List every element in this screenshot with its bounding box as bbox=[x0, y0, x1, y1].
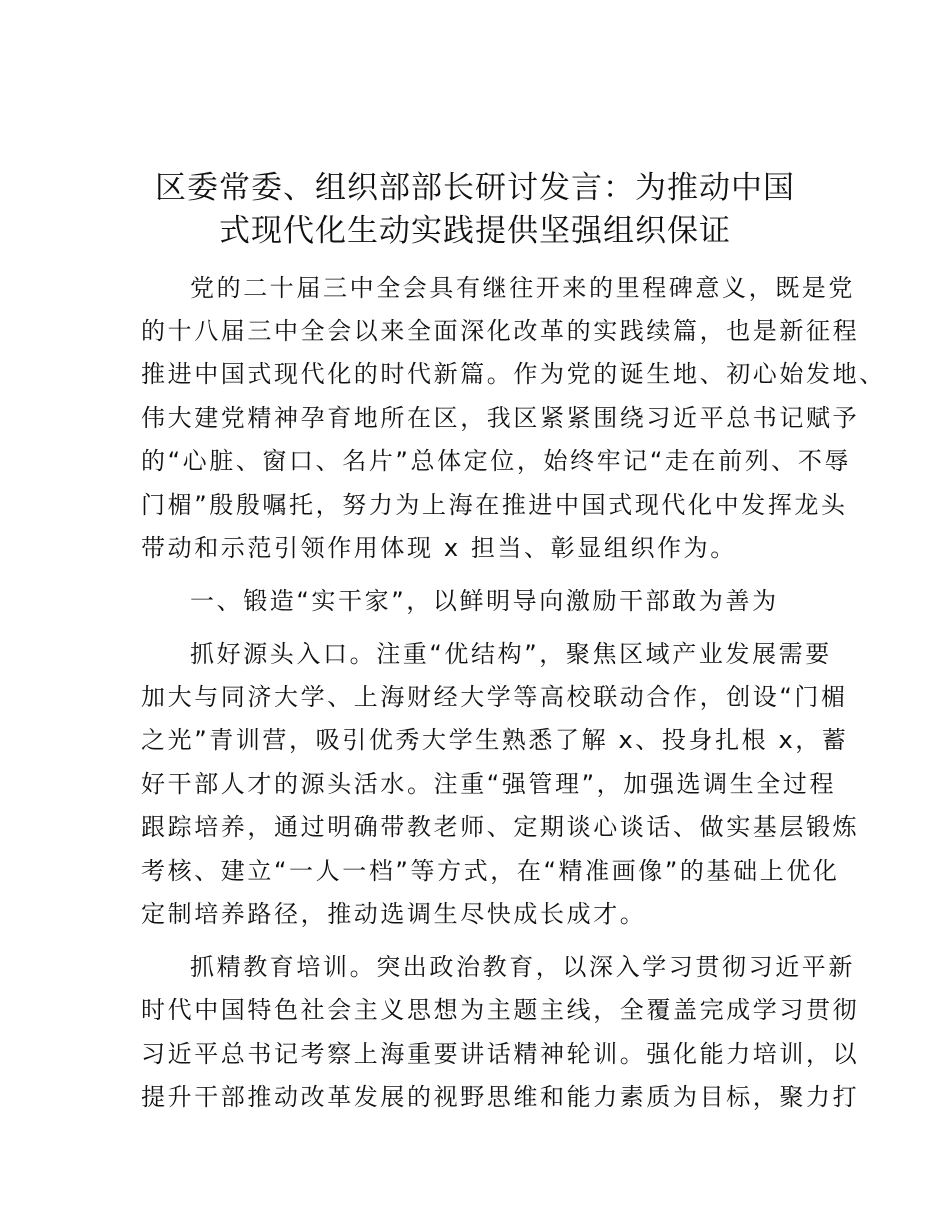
paragraph-3-line-3: 习近平总书记考察上海重要讲话精神轮训。强化能力培训，以 bbox=[141, 1040, 860, 1068]
paragraph-1-line-2: 的十八届三中全会以来全面深化改革的实践续篇，也是新征程 bbox=[141, 317, 860, 345]
paragraph-1-line-3: 推进中国式现代化的时代新篇。作为党的诞生地、初心始发地、 bbox=[141, 360, 886, 388]
paragraph-1-line-5: 的“心脏、窗口、名片”总体定位，始终牢记“走在前列、不辱 bbox=[141, 447, 852, 475]
paragraph-1-line-4: 伟大建党精神孕育地所在区，我区紧紧围绕习近平总书记赋予 bbox=[141, 404, 860, 432]
paragraph-2-line-4: 好干部人才的源头活水。注重“强管理”，加强选调生全过程 bbox=[141, 770, 837, 798]
paragraph-2-line-6: 考核、建立“一人一档”等方式，在“精准画像”的基础上优化 bbox=[141, 857, 840, 885]
document-title-line-2: 式现代化生动实践提供坚强组织保证 bbox=[219, 213, 731, 249]
paragraph-2-line-7: 定制培养路径，推动选调生尽快成长成才。 bbox=[141, 900, 647, 928]
paragraph-3-line-2: 时代中国特色社会主义思想为主题主线，全覆盖完成学习贯彻 bbox=[141, 996, 860, 1024]
section-heading-1: 一、锻造“实干家”，以鲜明导向激励干部敢为善为 bbox=[190, 587, 779, 615]
paragraph-1-line-6: 门楣”殷殷嘱托，努力为上海在推进中国式现代化中发挥龙头 bbox=[141, 491, 848, 519]
paragraph-2-line-5: 跟踪培养，通过明确带教老师、定期谈心谈话、做实基层锻炼 bbox=[141, 813, 860, 841]
paragraph-2-line-1: 抓好源头入口。注重“优结构”，聚焦区域产业发展需要 bbox=[190, 640, 832, 668]
document-title-line-1: 区委常委、组织部部长研讨发言：为推动中国 bbox=[155, 170, 795, 206]
paragraph-3-line-1: 抓精教育培训。突出政治教育，以深入学习贯彻习近平新 bbox=[190, 953, 855, 981]
paragraph-2-line-2: 加大与同济大学、上海财经大学等高校联动合作，创设“门楣 bbox=[141, 683, 848, 711]
paragraph-2-line-3: 之光”青训营，吸引优秀大学生熟悉了解 x、投身扎根 x，蓄 bbox=[141, 726, 849, 754]
paragraph-1-line-1: 党的二十届三中全会具有继往开来的里程碑意义，既是党 bbox=[190, 274, 855, 302]
paragraph-3-line-4: 提升干部推动改革发展的视野思维和能力素质为目标，聚力打 bbox=[141, 1083, 860, 1111]
paragraph-1-line-7: 带动和示范引领作用体现 x 担当、彰显组织作为。 bbox=[141, 534, 737, 562]
